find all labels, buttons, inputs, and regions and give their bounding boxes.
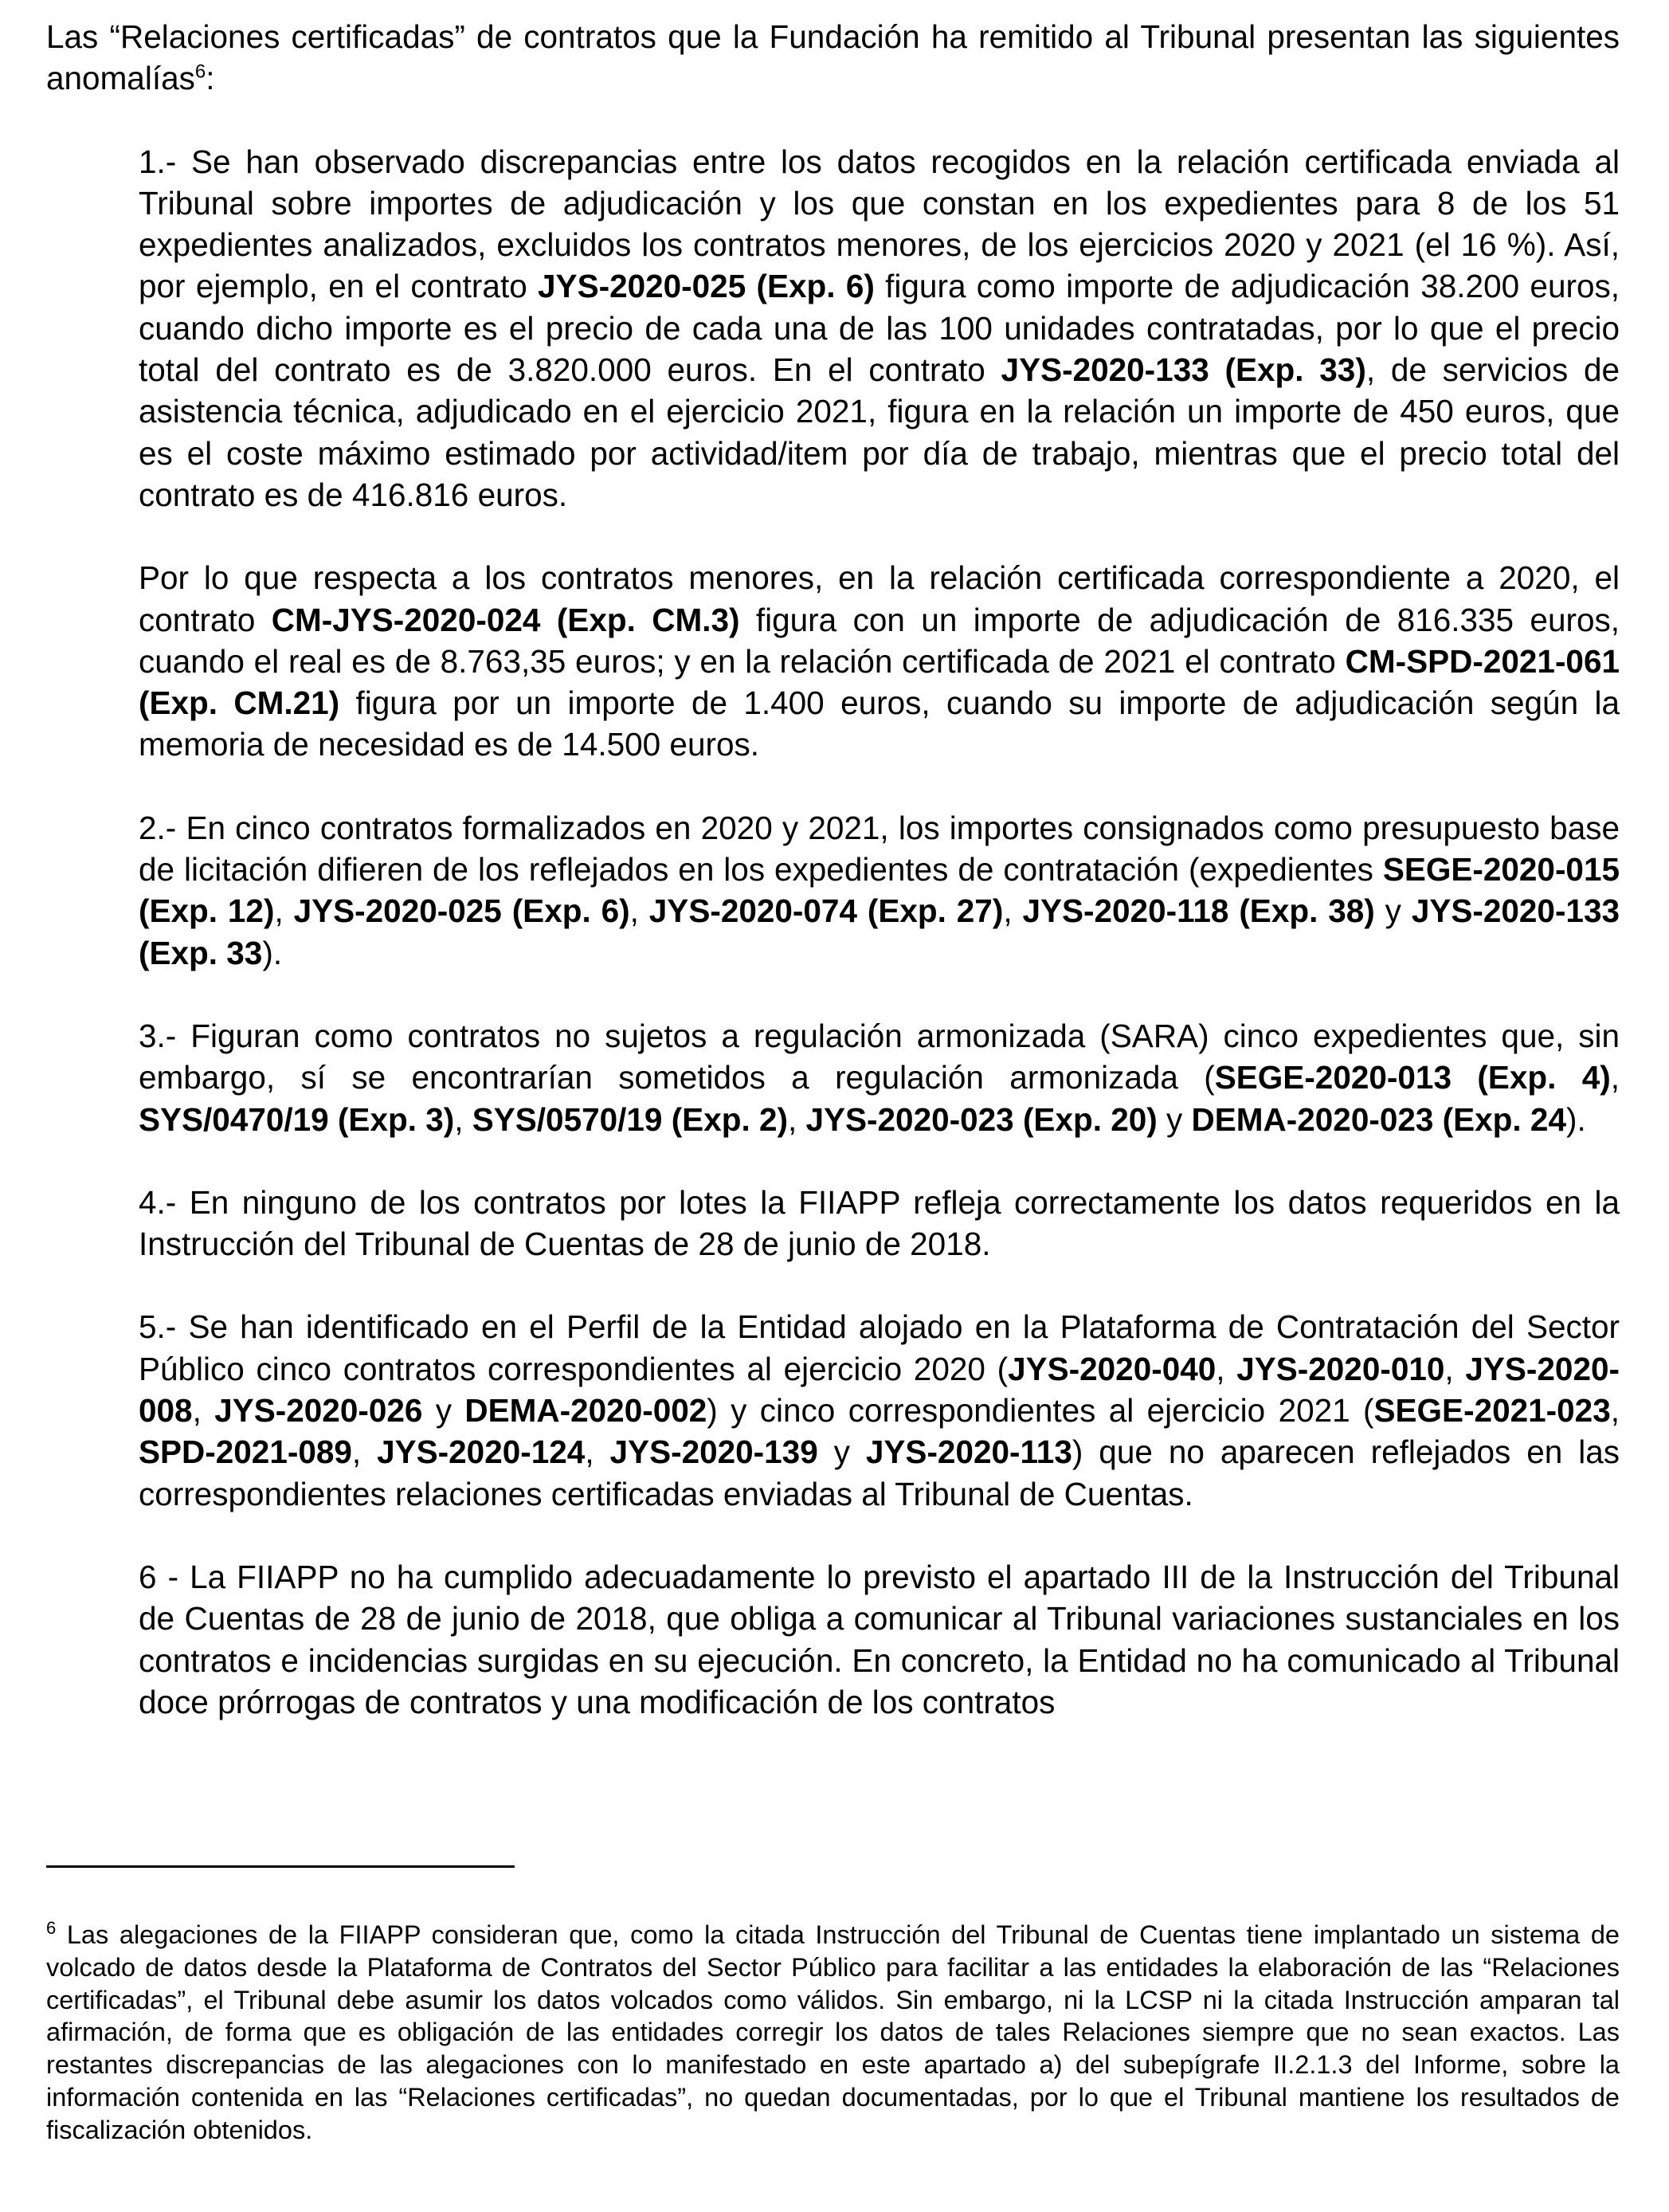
contract-reference: JYS-2020-133 (Exp. 33	[139, 892, 1620, 971]
anomaly-6-paragraph: 6 - La FIIAPP no ha cumplido adecuadamente lo previsto el apartado III de la Instrucción del Tribunal de Cuentas de 28 de junio de 2018, que obliga a comunicar al Tribunal variaciones sustanciales en los contratos e incidencias surgidas en su ejecución. En concreto, la Entidad no ha comunicado al Tribunal doce prórrogas de contratos y una modificación de los contratos	[139, 1558, 1620, 1720]
anomaly-4-paragraph: 4.- En ninguno de los contratos por lotes la FIIAPP refleja correctamente los datos requeridos en la Instrucción del Tribunal de Cuentas de 28 de junio de 2018.	[139, 1183, 1620, 1263]
footnote-text: Las alegaciones de la FIIAPP consideran que, como la citada Instrucción del Tribunal de Cuentas tiene implantado un sistema de volcado de datos desde la Plataforma de Contratos del Sector Público para facilitar a las entidades la elaboración de las “Relaciones certificadas”, el Tribunal debe asumir los datos volcados como válidos. Sin embargo, ni la LCSP ni la citada Instrucción amparan tal afirmación, de forma que es obligación de las entidades corregir los datos de tales Relaciones siempre que no sean exactos. Las restantes discrepancias de las alegaciones con lo manifestado en este apartado a) del subepígrafe II.2.1.3 del Informe, sobre la información contenida en las “Relaciones certificadas”, no quedan documentadas, por lo que el Tribunal mantiene los resultados de fiscalización obtenidos.	[46, 1920, 1620, 2144]
contract-reference: JYS-2020-133 (Exp. 33)	[1001, 351, 1366, 389]
contract-reference: JYS-2020-010	[1236, 1350, 1445, 1387]
contract-reference: JYS-2020-124	[377, 1433, 586, 1471]
contract-reference: JYS-2020-025 (Exp. 6)	[538, 268, 875, 305]
contract-reference: JYS-2020-040	[1008, 1350, 1216, 1387]
footnote-reference[interactable]: 6	[194, 61, 206, 83]
contract-reference: CM-SPD-2021-061 (Exp. CM.21)	[139, 642, 1620, 722]
contract-reference: SYS/0570/19 (Exp. 2)	[472, 1100, 788, 1138]
contract-reference: CM-JYS-2020-024 (Exp. CM.3)	[271, 601, 740, 638]
anomaly-1-minor-contracts-paragraph: Por lo que respecta a los contratos menores, en la relación certificada correspondiente a 2020, el contrato CM-JYS-2020-024 (Exp. CM.3) figura con un importe de adjudicación de 816.335 euros, cuando el real es de 8.763,35 euros; y en la relación certificada de 2021 el contrato CM-SPD-2021-061 (Exp. CM.21) figura por un importe de 1.400 euros, cuando su importe de adjudicación según la memoria de necesidad es de 14.500 euros.	[139, 559, 1620, 763]
contract-reference: SEGE-2021-023	[1373, 1392, 1611, 1430]
contract-reference: JYS-2020-008	[139, 1350, 1620, 1430]
contract-reference: JYS-2020-023 (Exp. 20)	[805, 1100, 1158, 1138]
contract-reference: DEMA-2020-002	[464, 1392, 707, 1430]
contract-reference: SEGE-2020-015 (Exp. 12)	[139, 851, 1620, 930]
contract-reference: JYS-2020-026	[214, 1392, 423, 1430]
footnote-number: 6	[46, 1918, 57, 1939]
contract-reference: DEMA-2020-023 (Exp. 24	[1191, 1100, 1566, 1138]
contract-reference: SEGE-2020-013 (Exp. 4)	[1214, 1059, 1611, 1096]
anomaly-5-paragraph: 5.- Se han identificado en el Perfil de la Entidad alojado en la Plataforma de Contratación del Sector Público cinco contratos correspondientes al ejercicio 2020 (JYS-2020-040, JYS-2020-010, JYS-2020-008, JYS-2020-026 y DEMA-2020-002) y cinco correspondientes al ejercicio 2021 (SEGE-2021-023, SPD-2021-089, JYS-2020-124, JYS-2020-139 y JYS-2020-113) que no aparecen reflejados en las correspondientes relaciones certificadas enviadas al Tribunal de Cuentas.	[139, 1308, 1620, 1512]
contract-reference: SYS/0470/19 (Exp. 3)	[139, 1100, 455, 1138]
contract-reference: JYS-2020-113	[865, 1433, 1072, 1471]
anomaly-1-paragraph: 1.- Se han observado discrepancias entre los datos recogidos en la relación certificada enviada al Tribunal sobre importes de adjudicación y los que constan en los expedientes para 8 de los 51 expedientes analizados, excluidos los contratos menores, de los ejercicios 2020 y 2021 (el 16 %). Así, por ejemplo, en el contrato JYS-2020-025 (Exp. 6) figura como importe de adjudicación 38.200 euros, cuando dicho importe es el precio de cada una de las 100 unidades contratadas, por lo que el precio total del contrato es de 3.820.000 euros. En el contrato JYS-2020-133 (Exp. 33), de servicios de asistencia técnica, adjudicado en el ejercicio 2021, figura en la relación un importe de 450 euros, que es el coste máximo estimado por actividad/item por día de trabajo, mientras que el precio total del contrato es de 416.816 euros.	[139, 143, 1620, 513]
document-page	[46, 16, 1620, 1764]
footnote	[46, 1919, 1620, 2147]
anomaly-2-paragraph: 2.- En cinco contratos formalizados en 2020 y 2021, los importes consignados como presupuesto base de licitación difieren de los reflejados en los expedientes de contratación (expedientes SEGE-2020-015 (Exp. 12), JYS-2020-025 (Exp. 6), JYS-2020-074 (Exp. 27), JYS-2020-118 (Exp. 38) y JYS-2020-133 (Exp. 33).	[139, 809, 1620, 971]
intro-paragraph: Las “Relaciones certificadas” de contratos que la Fundación ha remitido al Tribunal presentan las siguientes anomalías$^6$:	[46, 18, 1620, 97]
contract-reference: JYS-2020-118 (Exp. 38)	[1022, 892, 1375, 930]
contract-reference: JYS-2020-139	[609, 1433, 818, 1471]
footnote-separator	[46, 1865, 515, 1868]
contract-reference: JYS-2020-074 (Exp. 27)	[648, 892, 1004, 930]
contract-reference: JYS-2020-025 (Exp. 6)	[293, 892, 630, 930]
anomaly-3-paragraph: 3.- Figuran como contratos no sujetos a regulación armonizada (SARA) cinco expedientes que, sin embargo, sí se encontrarían sometidos a regulación armonizada (SEGE-2020-013 (Exp. 4), SYS/0470/19 (Exp. 3), SYS/0570/19 (Exp. 2), JYS-2020-023 (Exp. 20) y DEMA-2020-023 (Exp. 24).	[139, 1017, 1620, 1138]
contract-reference: SPD-2021-089	[139, 1433, 352, 1471]
